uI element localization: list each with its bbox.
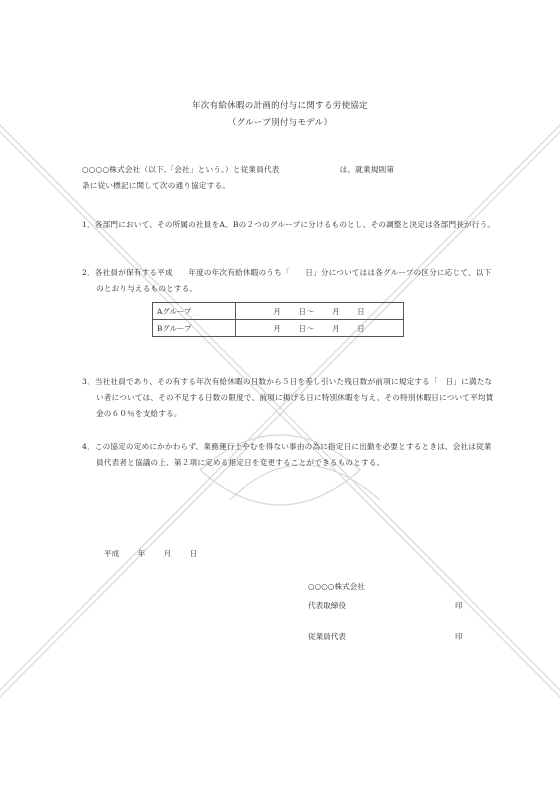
document-subtitle: （グループ別付与モデル） xyxy=(227,118,333,128)
date-month: 月 xyxy=(163,549,172,558)
date-day: 日 xyxy=(189,549,198,558)
agreement-date xyxy=(104,548,213,559)
signature-company-rep: 代表取締役 xyxy=(308,601,346,610)
document-title: 年次有給休暇の計画的付与に関する労使協定 xyxy=(191,101,368,111)
table-row xyxy=(153,320,404,337)
clause-1: 1．各部門において、その所属の社員をA、Bの２つのグループに分けるものとし、その調整と決定は各部門長が行う。 xyxy=(82,220,496,229)
table-row xyxy=(153,303,404,320)
clause-4: 4．この協定の定めにかかわらず、業務運行上やむを得ない事由の為に指定日に出勤を必要とするときは、会社は従業員代表者と協議の上、第２項に定める指定日を変更することができるものとする。 xyxy=(82,442,492,467)
intro-part3: 条に従い標記に関して次の通り協定する。 xyxy=(82,181,231,190)
seal-mark: 印 xyxy=(455,601,463,610)
group-dates-cell: 月 日～ 月 日 xyxy=(236,303,404,320)
intro-part1: ○○○○株式会社（以下,「会社」という。）と従業員代表 xyxy=(82,165,280,174)
clause-2: 2．各社員が保有する平成 年度の年次有給休暇のうち「 日」分についてはは各グループの区分に応じて、以下のとおり与えるものとする。 xyxy=(82,268,492,293)
signature-employee-rep: 従業員代表 xyxy=(308,632,346,641)
date-year: 年 xyxy=(137,549,146,558)
group-name-cell: Aグループ xyxy=(153,303,236,320)
group-dates-cell: 月 日～ 月 日 xyxy=(236,320,404,337)
date-era: 平成 xyxy=(104,549,120,558)
intro-paragraph xyxy=(82,162,482,194)
group-schedule-table xyxy=(152,302,404,337)
clause-3: 3．当社社員であり、その有する年次有給休暇の日数から５日を差し引いた残日数が前項に規定する「 日」に満たない者については、その不足する日数の限度で、前項に掲げる日に特別休暇を与え、その特別休暇日について平均賃金の６０％を支給する。 xyxy=(82,377,494,418)
seal-mark: 印 xyxy=(455,632,463,641)
signature-company: ○○○○株式会社 xyxy=(308,582,365,591)
group-name-cell: Bグループ xyxy=(153,320,236,337)
intro-part2: は、就業規則第 xyxy=(339,165,395,174)
